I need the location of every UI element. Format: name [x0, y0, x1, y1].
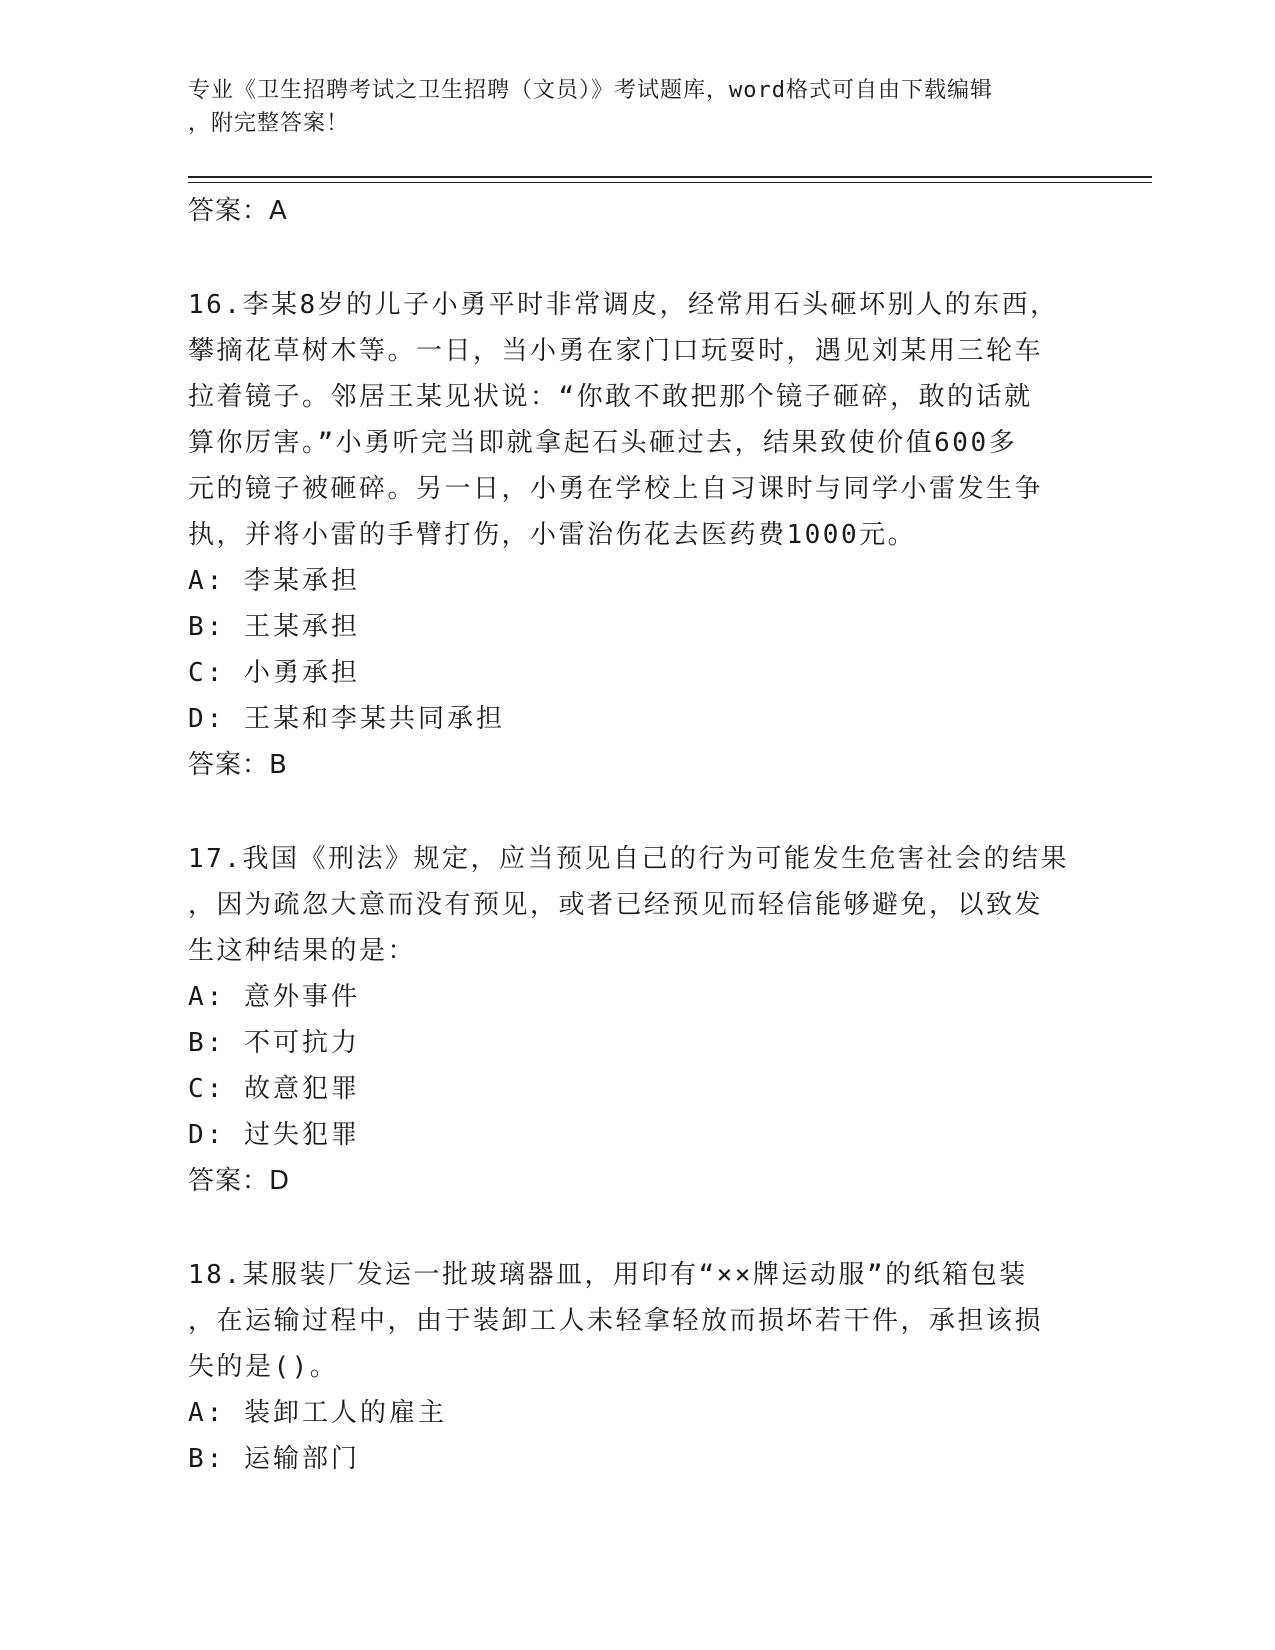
question-16-option-d: D: 王某和李某共同承担: [188, 704, 505, 734]
answer-16: 答案：B: [188, 750, 288, 780]
question-16-option-c: C: 小勇承担: [188, 658, 360, 688]
question-17-option-b: B: 不可抗力: [188, 1028, 360, 1058]
header-divider-thick: [188, 176, 1152, 178]
answer-15: 答案：A: [188, 196, 288, 226]
question-18-option-a: A: 装卸工人的雇主: [188, 1398, 447, 1428]
question-16: [188, 282, 1088, 558]
header-line-2: ，附完整答案！: [188, 111, 350, 136]
question-17-line-3: 生这种结果的是：: [188, 936, 417, 966]
question-17-option-a: A: 意外事件: [188, 982, 360, 1012]
question-16-line-4: 算你厉害。”小勇听完当即就拿起石头砸过去，结果致使价值600多: [188, 428, 1018, 458]
answer-17: 答案：D: [188, 1166, 291, 1196]
question-18-option-b: B: 运输部门: [188, 1444, 360, 1474]
question-18: [188, 1252, 1088, 1390]
question-17-option-d: D: 过失犯罪: [188, 1120, 360, 1150]
question-18-line-2: ，在运输过程中，由于装卸工人未轻拿轻放而损坏若干件，承担该损: [188, 1306, 1044, 1336]
question-16-line-6: 执，并将小雷的手臂打伤，小雷治伤花去医药费1000元。: [188, 520, 917, 550]
question-16-line-2: 攀摘花草树木等。一日，当小勇在家门口玩耍时，遇见刘某用三轮车: [188, 336, 1044, 366]
question-content: [188, 188, 1088, 1482]
question-17-line-2: ，因为疏忽大意而没有预见，或者已经预见而轻信能够避免，以致发: [188, 890, 1044, 920]
header-divider-thin: [188, 182, 1152, 183]
question-16-line-3: 拉着镜子。邻居王某见状说：“你敢不敢把那个镜子砸碎，敢的话就: [188, 382, 1033, 412]
question-17: [188, 836, 1088, 974]
question-18-line-1: 18.某服装厂发运一批玻璃器皿，用印有“××牌运动服”的纸箱包装: [188, 1260, 1028, 1290]
question-17-option-c: C: 故意犯罪: [188, 1074, 360, 1104]
question-16-line-1: 16.李某8岁的儿子小勇平时非常调皮，经常用石头砸坏别人的东西，: [188, 290, 1059, 320]
question-17-line-1: 17.我国《刑法》规定，应当预见自己的行为可能发生危害社会的结果: [188, 844, 1069, 874]
question-16-option-b: B: 王某承担: [188, 612, 360, 642]
page-header: [188, 74, 1068, 140]
question-16-line-5: 元的镜子被砸碎。另一日，小勇在学校上自习课时与同学小雷发生争: [188, 474, 1044, 504]
question-16-option-a: A: 李某承担: [188, 566, 360, 596]
header-line-1: 专业《卫生招聘考试之卫生招聘（文员）》考试题库，word格式可自由下载编辑: [188, 78, 993, 103]
question-18-line-3: 失的是()。: [188, 1352, 339, 1382]
